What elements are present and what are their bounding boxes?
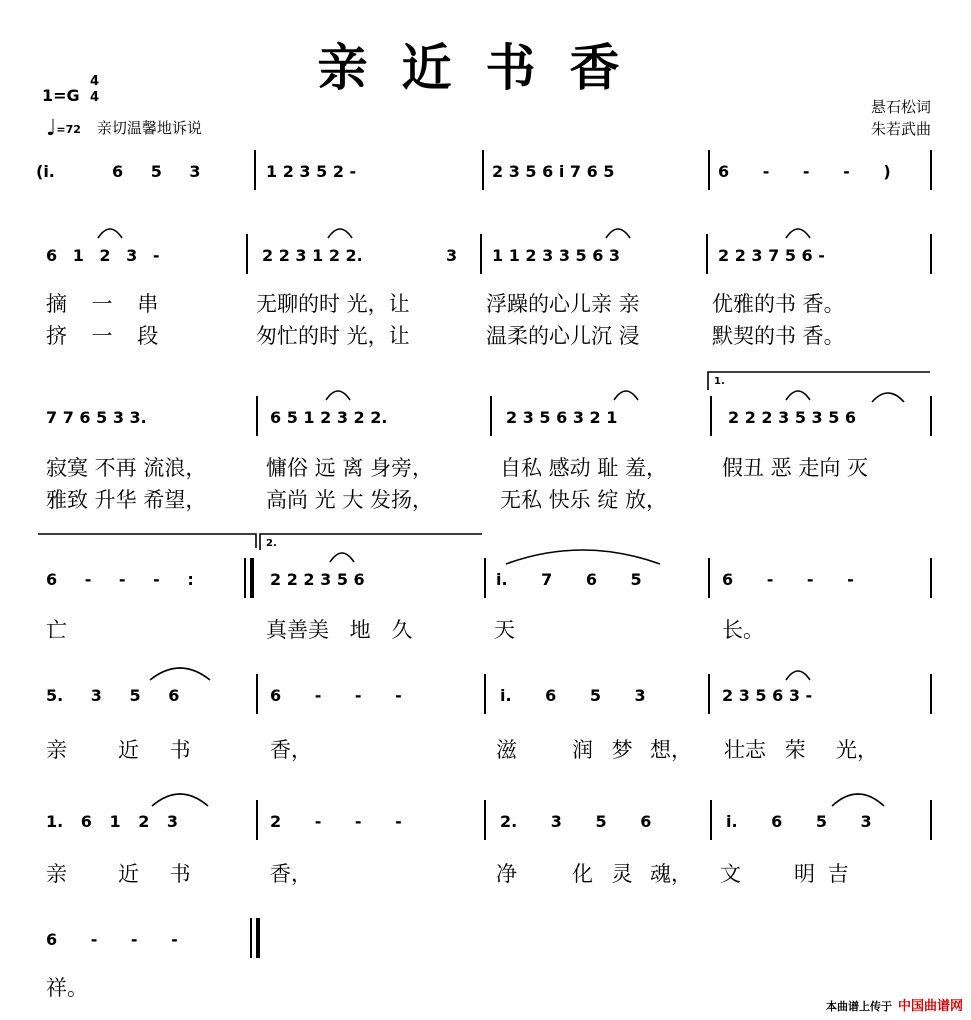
song-title: 亲近书香 [317, 38, 654, 97]
lyric-verse-2: 高尚 光 大 发扬， [266, 488, 434, 512]
meter-bottom: 4 [90, 90, 100, 105]
bar-line [710, 396, 712, 436]
lyric-verse-1: 天 [494, 618, 515, 642]
lyric-verse-1: 文 [720, 862, 741, 886]
note-group: 7 7 6 5 3 3. [46, 408, 147, 427]
volta-1-end [38, 534, 256, 548]
meter-top: 4 [90, 74, 100, 89]
lyric-verse-1: 摘 一 串 [46, 292, 159, 316]
bar-line [930, 674, 932, 714]
score-line-7 [0, 918, 971, 988]
bar-line [256, 396, 258, 436]
bar-line [484, 800, 486, 840]
lyric-verse-2: 雅致 升华 希望， [46, 488, 207, 512]
note-group: 6 - - - [46, 930, 178, 949]
note-group: 6 5 3 [112, 162, 201, 181]
lyric-verse-1: 化 灵 [572, 862, 633, 886]
tempo-text: 亲切温馨地诉说 [96, 119, 202, 137]
lyric-verse-2: 匆忙的时 光，让 [256, 324, 410, 348]
lyric-verse-1: 优雅的书 香。 [712, 292, 845, 316]
lyric-verse-1: 香， [270, 862, 312, 886]
lyric-verse-1: 净 [496, 862, 517, 886]
note-group: i. 6 5 3 [500, 686, 646, 705]
site-logo: 中国曲谱网 [897, 999, 963, 1014]
lyric-verse-1: 光， [836, 738, 878, 762]
note-group: 5. 3 5 6 [46, 686, 180, 705]
note-group: 1. 6 1 2 3 [46, 812, 179, 831]
note-group: i. 6 5 3 [726, 812, 872, 831]
bar-line [708, 150, 710, 190]
lyric-verse-1: 香， [270, 738, 312, 762]
note-group: 2 3 5 6 3 2 1 [506, 408, 618, 427]
repeat-bar-line [250, 558, 254, 598]
bar-line [930, 396, 932, 436]
lyricist-credit: 悬石松词 [870, 98, 931, 116]
note-group: 6 - - - ) [718, 162, 891, 181]
bar-line [710, 800, 712, 840]
bar-line [708, 558, 710, 598]
note-group: 6 - - - [270, 686, 402, 705]
bar-line [482, 150, 484, 190]
bar-line [256, 674, 258, 714]
lyric-verse-1: 近 书 [118, 862, 191, 886]
note-group: 1 1 2 3 3 5 6 3 [492, 246, 621, 265]
quarter-note-icon: ♩ [46, 116, 57, 141]
bar-line [930, 150, 932, 190]
bar-line [930, 558, 932, 598]
lyric-verse-2: 温柔的心儿沉 浸 [486, 324, 640, 348]
bar-line [256, 800, 258, 840]
score-line-4 [0, 558, 971, 628]
lyric-verse-1: 假丑 恶 走向 灭 [722, 456, 869, 480]
note-group: 3 [446, 246, 458, 265]
footer-text: 本曲谱上传于 [825, 1000, 892, 1013]
final-bar-line [256, 918, 260, 958]
note-group: 2 - - - [270, 812, 402, 831]
note-group: (i. [36, 162, 55, 181]
lyric-verse-1: 润 梦 [572, 738, 633, 762]
note-group: 2 2 3 7 5 6 - [718, 246, 825, 265]
key-signature: 1=G [42, 86, 80, 105]
lyric-verse-1: 长。 [722, 618, 764, 642]
lyric-verse-1: 亲 [46, 738, 67, 762]
bar-line [246, 234, 248, 274]
lyric-verse-2: 默契的书 香。 [712, 324, 845, 348]
volta-1 [708, 372, 930, 390]
lyric-verse-1: 无聊的时 光，让 [256, 292, 410, 316]
bar-line [930, 234, 932, 274]
bar-line [706, 234, 708, 274]
lyric-verse-1: 魂， [650, 862, 692, 886]
note-group: 1 2 3 5 2 - [266, 162, 357, 181]
note-group: i. 7 6 5 [496, 570, 642, 589]
lyric-verse-1: 亲 [46, 862, 67, 886]
lyric-verse-1: 近 书 [118, 738, 191, 762]
lyric-verse-2: 无私 快乐 绽 放， [500, 488, 668, 512]
lyric-verse-2: 挤 一 段 [46, 324, 159, 348]
repeat-bar-line [244, 558, 246, 598]
bar-line [490, 396, 492, 436]
note-group: 2 3 5 6 i 7 6 5 [492, 162, 615, 181]
note-group: 2. 3 5 6 [500, 812, 652, 831]
bar-line [480, 234, 482, 274]
svg-text:2.: 2. [266, 538, 277, 549]
lyric-verse-1: 自私 感动 耻 羞， [500, 456, 668, 480]
lyric-verse-1: 壮志 荣 [724, 738, 806, 762]
bar-line [254, 150, 256, 190]
final-bar-line [250, 918, 252, 958]
note-group: 6 - - - : [46, 570, 194, 589]
site-footer [826, 995, 963, 1014]
lyric-verse-1: 慵俗 远 离 身旁， [266, 456, 434, 480]
lyric-verse-1: 滋 [496, 738, 517, 762]
lyric-verse-1: 真善美 地 久 [266, 618, 413, 642]
score-line-1 [0, 150, 971, 220]
tempo-marking [46, 114, 202, 139]
lyric-verse-1: 浮躁的心儿亲 亲 [486, 292, 640, 316]
bar-line [484, 558, 486, 598]
bar-line [708, 674, 710, 714]
bar-line [930, 800, 932, 840]
svg-text:1.: 1. [714, 376, 725, 387]
note-group: 6 5 1 2 3 2 2. [270, 408, 388, 427]
lyric-verse-1: 明 吉 [794, 862, 849, 886]
note-group: 2 2 2 3 5 3 5 6 [728, 408, 857, 427]
note-group: 6 - - - [722, 570, 854, 589]
volta-2 [260, 534, 482, 550]
tempo-value: =72 [56, 123, 81, 136]
note-group: 6 1 2 3 - [46, 246, 160, 265]
lyric-verse-1: 祥。 [46, 976, 88, 1000]
lyric-verse-1: 想， [650, 738, 692, 762]
time-signature [90, 74, 99, 106]
composer-credit: 朱若武曲 [870, 120, 931, 138]
lyric-verse-1: 寂寞 不再 流浪， [46, 456, 207, 480]
note-group: 2 2 2 3 5 6 [270, 570, 365, 589]
lyric-verse-1: 亡 [46, 618, 67, 642]
note-group: 2 3 5 6 3 - [722, 686, 813, 705]
note-group: 2 2 3 1 2 2. [262, 246, 363, 265]
bar-line [484, 674, 486, 714]
